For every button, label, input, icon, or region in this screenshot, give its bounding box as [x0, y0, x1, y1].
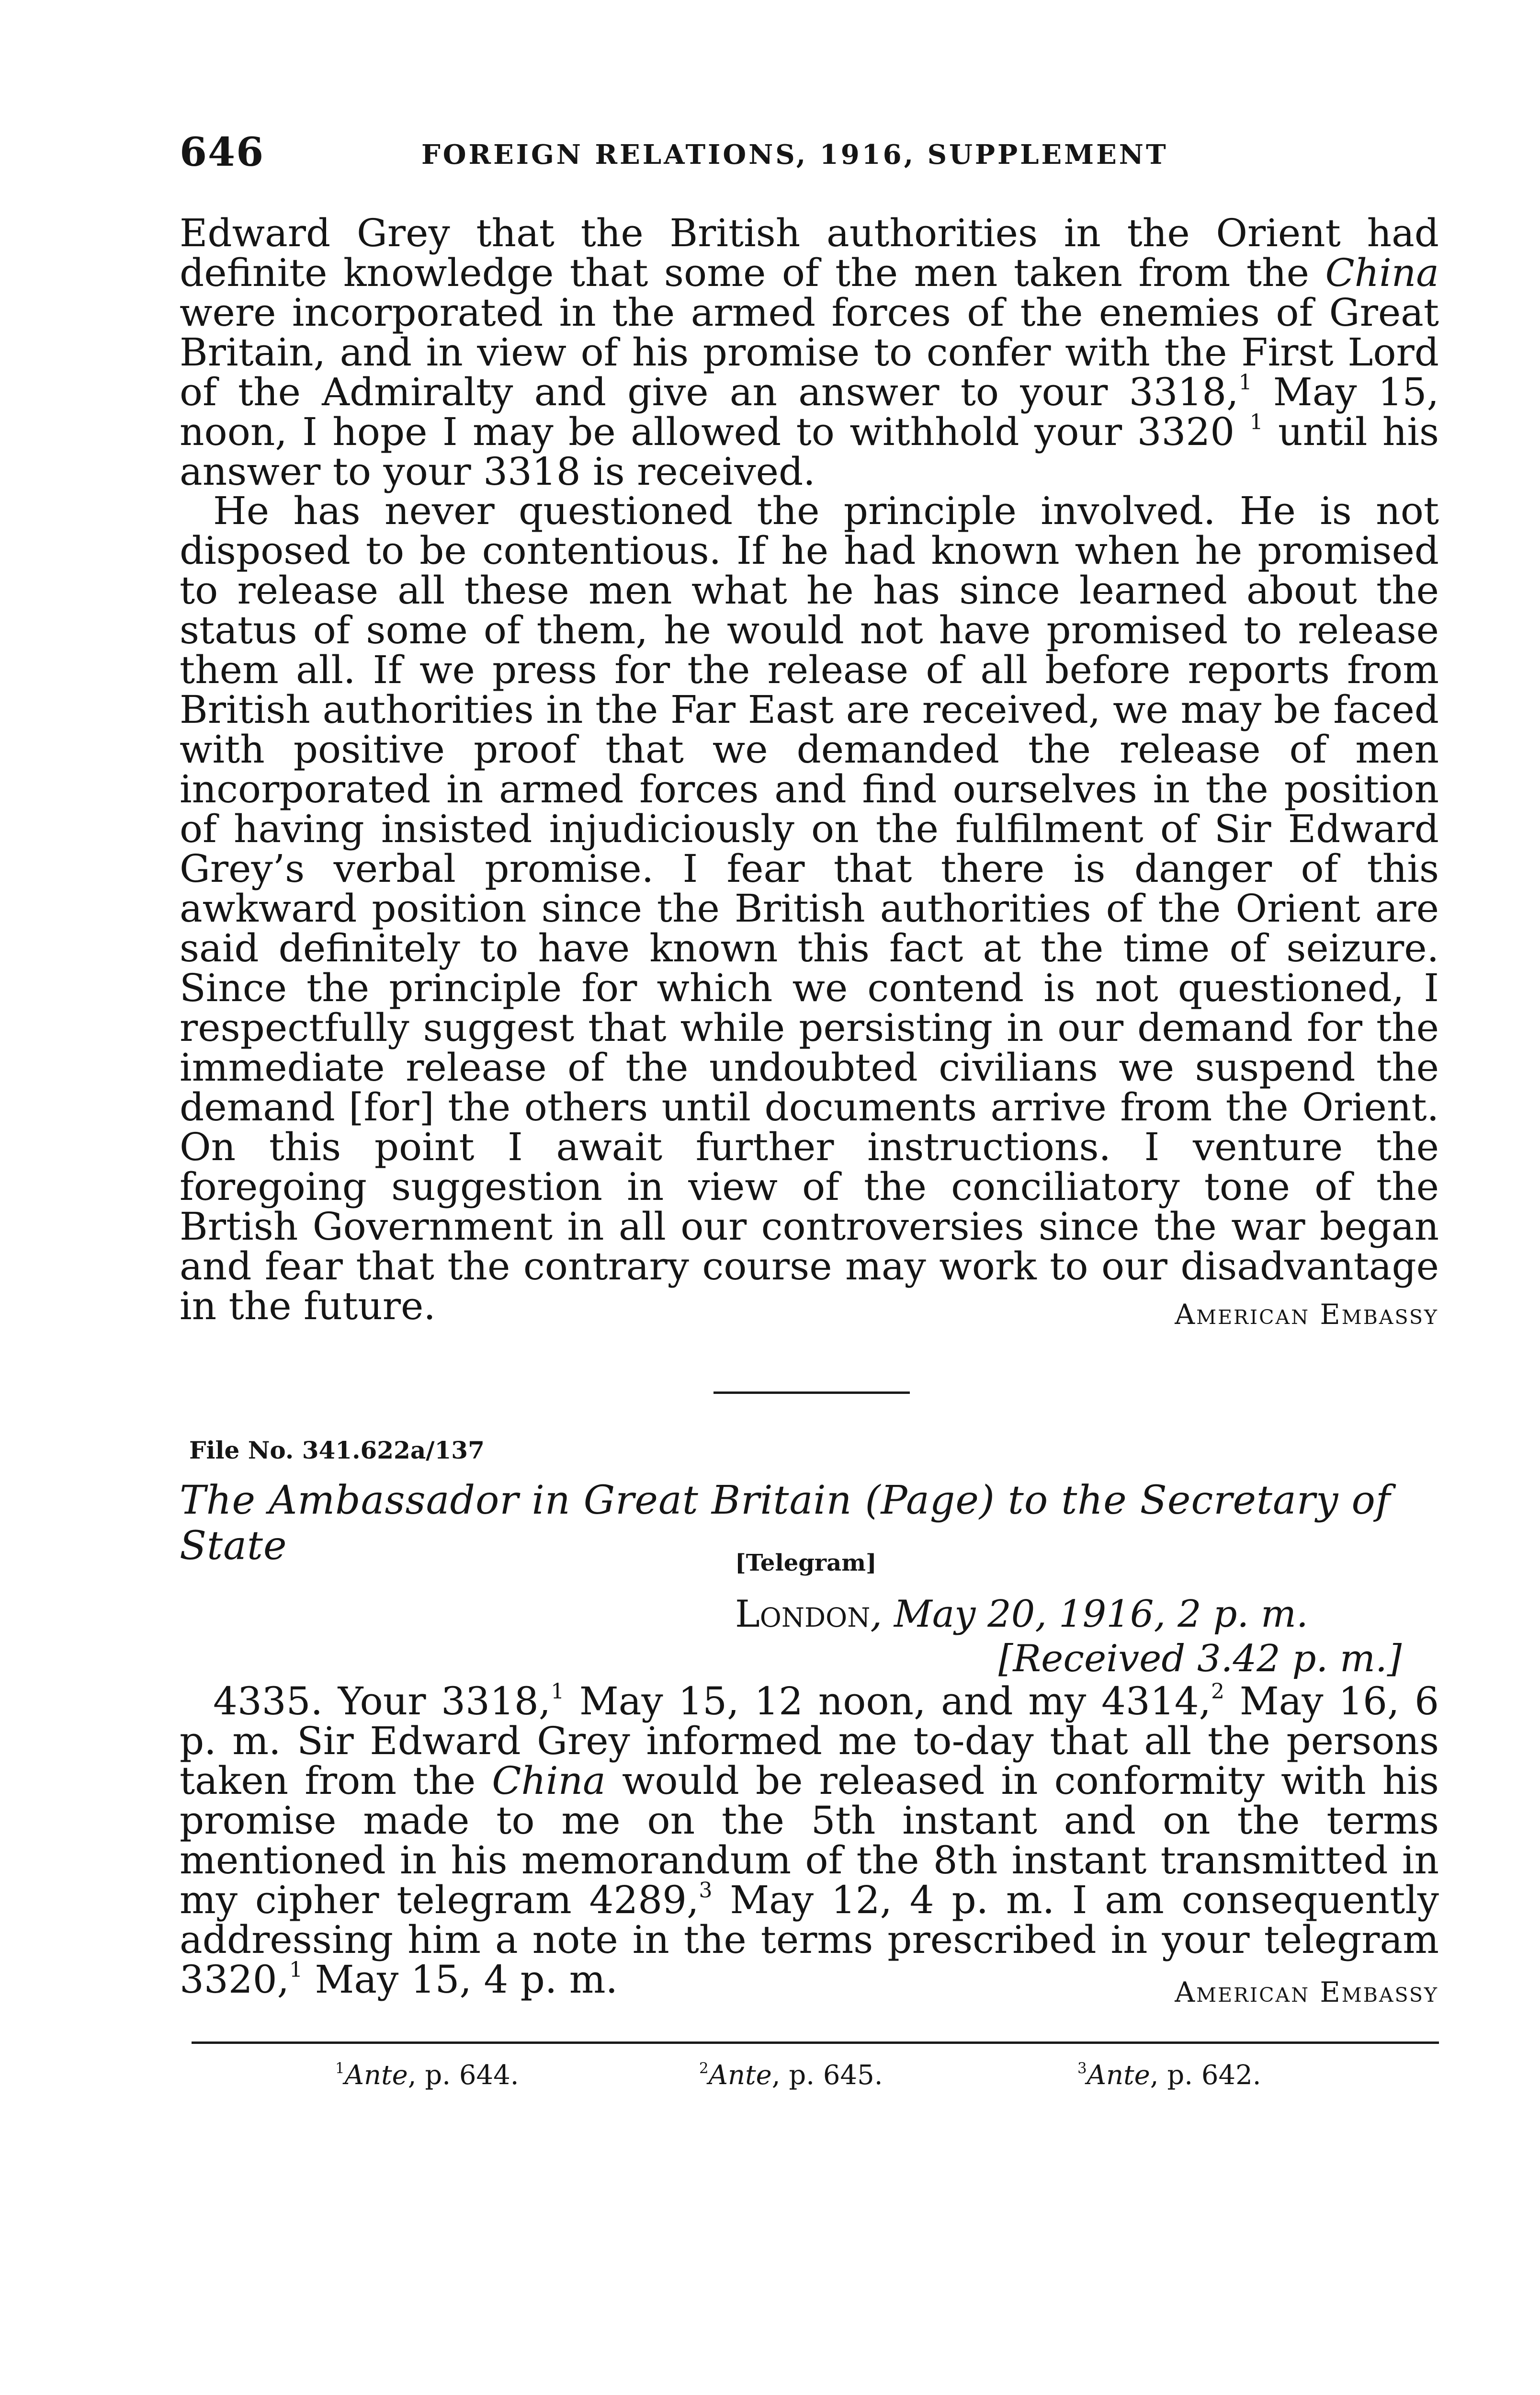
footnote-ref: 3: [699, 1878, 713, 1903]
body-text-3: May 16, 6 p. m. Sir Edward Grey informed me to-day that all the persons taken from the: [180, 1679, 1439, 1803]
footnote-ref: 1: [1238, 370, 1252, 395]
footnote-ante: Ante: [344, 2060, 408, 2091]
footnote-ref: 1: [551, 1679, 565, 1704]
para1-text-2: were incorporated in the armed forces of the enemies of Great Britain, and in view of his promise to confer with the First Lord of the Admiralty and give an answer to your 3318,: [180, 290, 1439, 414]
body-text-6: May 15, 4 p. m.: [303, 1957, 618, 2002]
para1-text-1: Edward Grey that the British authorities in the Orient had definite knowledge that some of the men taken from the: [180, 211, 1439, 295]
footnote-page: , p. 642.: [1150, 2060, 1261, 2091]
body-text-2: May 15, 12 noon, and my 4314,: [564, 1679, 1212, 1723]
signature-american-embassy-1: American Embassy: [1175, 1298, 1438, 1331]
body-text-4: would be released in conformity with his promise made to me on the 5th instant and on the terms mentioned in his memorandum of the 8th instant transmitted in my cipher telegram 4289,: [180, 1758, 1439, 1922]
footnote-ref: 1: [289, 1958, 303, 1982]
footnote-1: [335, 2060, 519, 2091]
file-number: File No. 341.622a/137: [189, 1436, 485, 1464]
continuation-paragraph-2: He has never questioned the principle involved. He is not disposed to be contentious. If he had known when he promised to release all these men what he has since learned about the status of some of them, he would not have promised to release them all. If we press for the release of all before reports from British authorities in the Far East are received, we may be faced with positive proof that we demanded the release of men incorporated in armed forces and find ourselves in the position of having insisted injudiciously on the fulfilment of Sir Edward Grey’s verbal promise. I fear that there is danger of this awkward position since the British authorities of the Orient are said definitely to have known this fact at the time of seizure. Since the principle for which we contend is not questioned, I respectfully suggest that while persisting in our demand for the immediate release of the undoubted civilians we suspend the demand [for] the others until documents arrive from the Orient. On this point I await further instructions. I venture the foregoing suggestion in view of the conciliatory tone of the Brtish Government in all our controversies since the war began and fear that the contrary course may work to our disadvantage in the future.: [180, 489, 1439, 1328]
footnote-ref: 1: [1249, 410, 1263, 434]
continuation-paragraph-1: [180, 211, 1439, 494]
body-text-5: May 12, 4 p. m. I am consequently addressing him a note in the terms prescribed in your telegram 3320,: [180, 1878, 1439, 2002]
para1-text-4: until his answer to your 3318 is received.: [180, 410, 1439, 494]
page-number: 646: [180, 129, 265, 175]
footnote-mark: 1: [335, 2059, 345, 2077]
footnote-ref: 2: [1211, 1679, 1225, 1704]
ship-name-china: China: [492, 1758, 606, 1803]
signature-american-embassy-2: American Embassy: [1175, 1976, 1438, 2008]
footnote-mark: 2: [699, 2059, 709, 2077]
dateline-place: London: [735, 1593, 871, 1636]
para1-text-3: May 15, noon, I hope I may be allowed to withhold your 3320: [180, 370, 1439, 454]
footnote-3: [1077, 2060, 1261, 2091]
footnote-mark: 3: [1077, 2059, 1087, 2077]
telegram-4335-body: [180, 1679, 1439, 2002]
received-time: [998, 1637, 1402, 1680]
footnote-ante: Ante: [708, 2060, 772, 2091]
footnote-page: , p. 644.: [408, 2060, 519, 2091]
ship-name-china: China: [1325, 251, 1439, 295]
footnote-page: , p. 645.: [771, 2060, 883, 2091]
body-text-1: 4335. Your 3318,: [213, 1679, 551, 1723]
footnotes: [192, 2060, 1439, 2098]
footnote-2: [699, 2060, 883, 2091]
received-text: [Received 3.42 p. m.]: [998, 1637, 1402, 1680]
dateline-date: , May 20, 1916, 2 p. m.: [870, 1593, 1308, 1636]
footnote-rule: [192, 2041, 1439, 2044]
dateline: [735, 1593, 1308, 1636]
page-header: [180, 129, 1439, 182]
section-divider: [713, 1391, 910, 1394]
telegram-label: [Telegram]: [735, 1550, 877, 1576]
document-title: The Ambassador in Great Britain (Page) to the Secretary of State: [180, 1478, 1391, 1569]
footnote-ante: Ante: [1087, 2060, 1150, 2091]
running-title: FOREIGN RELATIONS, 1916, SUPPLEMENT: [421, 139, 1168, 171]
